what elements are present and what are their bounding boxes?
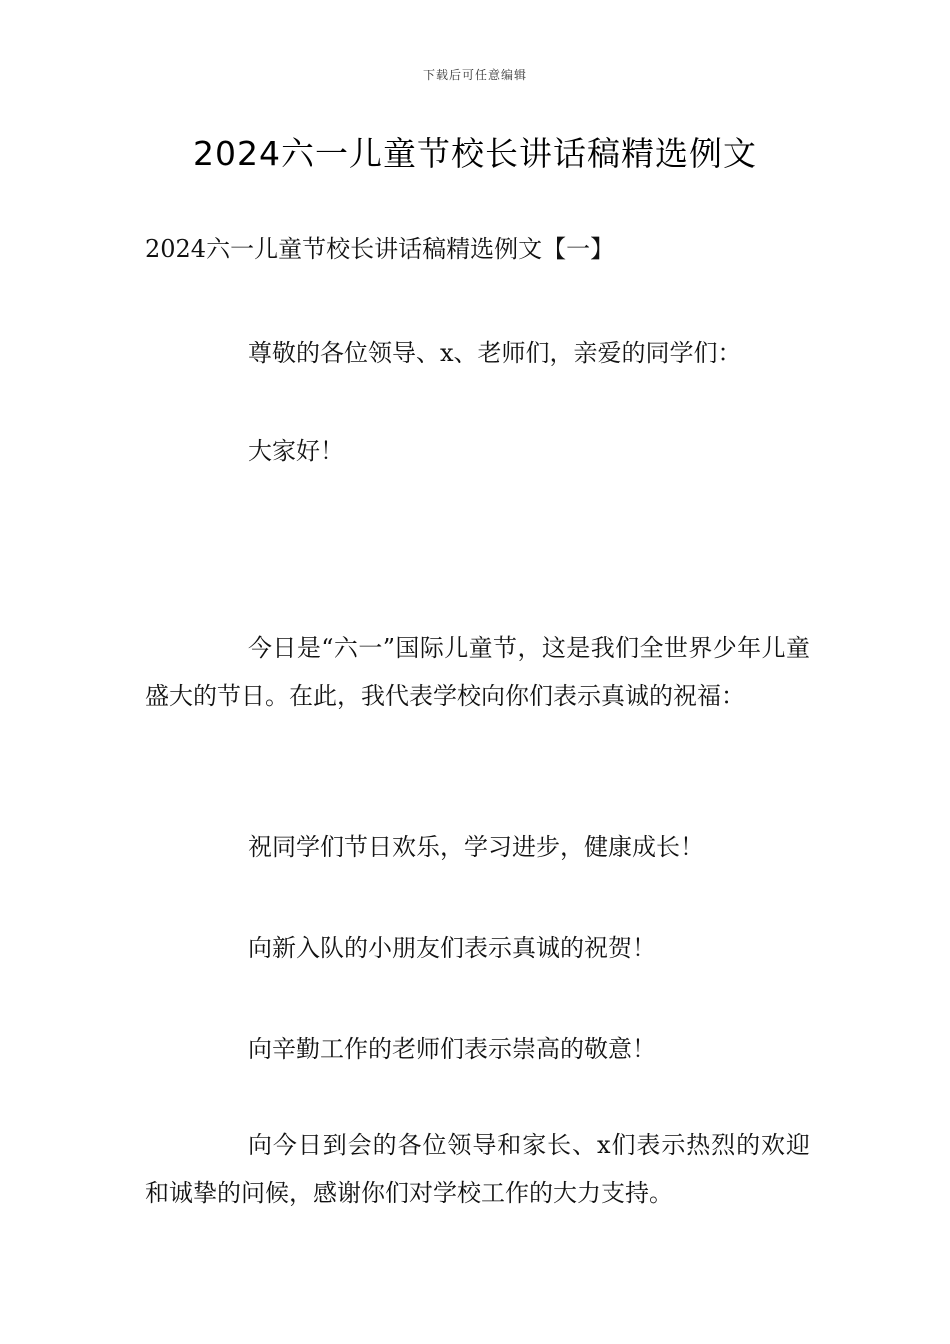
paragraph-welcome: 向今日到会的各位领导和家长、x们表示热烈的欢迎和诚挚的问候，感谢你们对学校工作的大力支持。: [145, 1131, 810, 1207]
wish-line-new-members: 向新入队的小朋友们表示真诚的祝贺！: [248, 934, 656, 962]
paragraph-intro: 今日是“六一”国际儿童节，这是我们全世界少年儿童盛大的节日。在此，我代表学校向你们表示真诚的祝福：: [145, 634, 810, 710]
header-note: 下载后可任意编辑: [422, 68, 527, 82]
section-heading: 2024六一儿童节校长讲话稿精选例文【一】: [145, 235, 615, 263]
greeting-line: 尊敬的各位领导、x、老师们，亲爱的同学们：: [248, 339, 742, 367]
wish-line-teachers: 向辛勤工作的老师们表示崇高的敬意！: [248, 1035, 656, 1063]
document-title: 2024六一儿童节校长讲话稿精选例文: [193, 134, 757, 173]
hello-line: 大家好！: [248, 437, 344, 465]
wish-line-students: 祝同学们节日欢乐，学习进步，健康成长！: [248, 833, 704, 861]
